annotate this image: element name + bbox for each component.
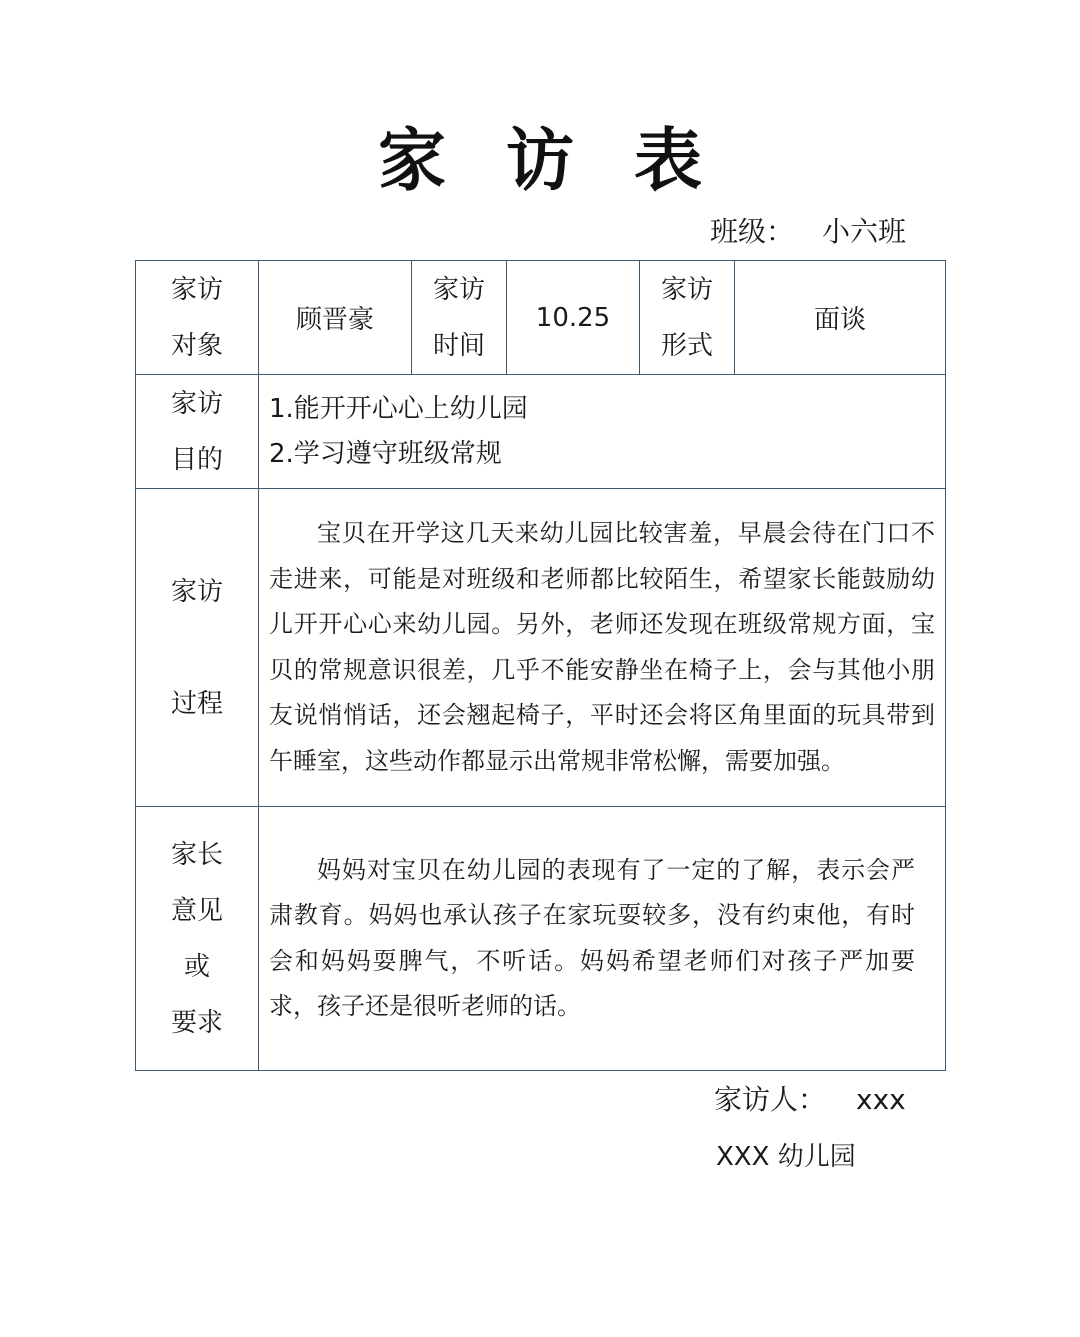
purpose-content [259, 375, 946, 489]
row-opinion [136, 807, 946, 1071]
process-text: 宝贝在开学这几天来幼儿园比较害羞，早晨会待在门口不走进来，可能是对班级和老师都比较陌生，希望家长能鼓励幼儿开开心心来幼儿园。另外，老师还发现在班级常规方面，宝贝的常规意识很差，几乎不能安静坐在椅子上，会与其他小朋友说悄悄话，还会翘起椅子，平时还会将区角里面的玩具带到午睡室，这些动作都显示出常规非常松懈，需要加强。 [269, 519, 935, 775]
row-basic-info [136, 261, 946, 375]
time-value: 10.25 [507, 261, 640, 375]
opinion-text: 妈妈对宝贝在幼儿园的表现有了一定的了解，表示会严肃教育。妈妈也承认孩子在家玩耍较多，没有约束他，有时会和妈妈耍脾气，不听话。妈妈希望老师们对孩子严加要求，孩子还是很听老师的话。 [269, 855, 915, 1020]
target-label: 家访 对象 [136, 261, 259, 375]
process-label: 家访 过程 [136, 489, 259, 807]
visitor-value: xxx [856, 1083, 906, 1116]
purpose-label: 家访 目的 [136, 375, 259, 489]
visitor-info [714, 1080, 906, 1120]
purpose-item: 2.学习遵守班级常规 [269, 438, 502, 469]
school-name: XXX 幼儿园 [716, 1142, 856, 1172]
target-value: 顾晋豪 [259, 261, 412, 375]
opinion-label: 家长 意见 或 要求 [136, 807, 259, 1071]
visitor-label: 家访人： [714, 1083, 827, 1116]
class-value: 小六班 [822, 215, 907, 248]
time-label: 家访 时间 [412, 261, 507, 375]
purpose-item: 1.能开开心心上幼儿园 [269, 393, 528, 424]
form-label: 家访 形式 [640, 261, 735, 375]
class-label: 班级： [710, 215, 795, 248]
home-visit-table [135, 260, 946, 1071]
row-purpose [136, 375, 946, 489]
row-process [136, 489, 946, 807]
form-value: 面谈 [735, 261, 946, 375]
process-content [259, 489, 946, 807]
page-title: 家访表 [377, 122, 762, 201]
opinion-content [259, 807, 946, 1071]
class-info [710, 212, 906, 252]
